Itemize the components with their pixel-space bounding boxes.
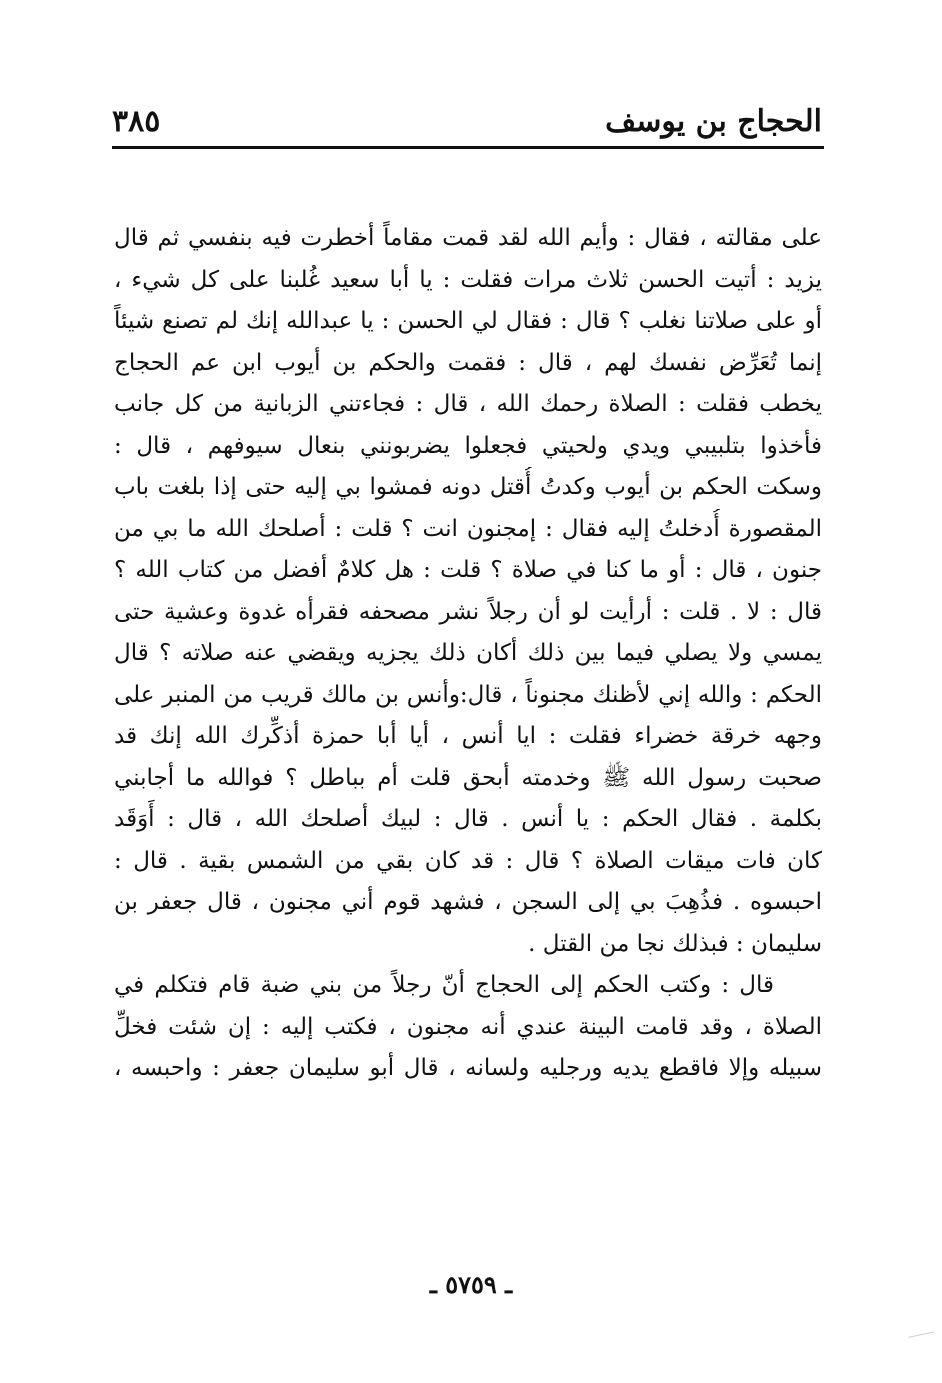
text-line: يمسي ولا يصلي فيما بين ذلك أكان ذلك يجزيه ويقضي عنه صلاته ؟ قال xyxy=(114,640,822,666)
header-rule xyxy=(112,146,824,149)
text-line: احبسوه . فذُهِبَ بي إلى السجن ، فشهد قوم أني مجنون ، قال جعفر بن xyxy=(114,889,822,915)
page-number: ٣٨٥ xyxy=(112,104,161,139)
text-line: قال : وكتب الحكم إلى الحجاج أنّ رجلاً من بني ضبة قام فتكلم في xyxy=(114,972,774,998)
scan-artifact xyxy=(908,1332,937,1356)
text-line: وسكت الحكم بن أيوب وكدتُ أُقتل دونه فمشوا بي إليه حتى إذا بلغت باب xyxy=(114,474,822,500)
text-line: بكلمة . فقال الحكم : يا أنس . قال : لبيك أصلحك الله ، قال : أَوَقَد xyxy=(114,806,822,832)
running-title: الحجاج بن يوسف xyxy=(605,104,822,139)
text-line: إنما تُعَرِّض نفسك لهم ، قال : فقمت والحكم بن أيوب ابن عم الحجاج xyxy=(114,349,822,376)
text-line: على مقالته ، فقال : وأيم الله لقد قمت مقاماً أخطرت فيه بنفسي ثم قال xyxy=(114,225,822,251)
text-line: الصلاة ، وقد قامت البينة عندي أنه مجنون ، فكتب إليه : إن شئت فخلِّ xyxy=(114,1013,822,1040)
body-text xyxy=(114,218,822,1090)
text-line: قال : لا . قلت : أرأيت لو أن رجلاً نشر مصحفه فقرأه غدوة وعشية حتى xyxy=(114,598,822,625)
text-line: يخطب فقلت : الصلاة رحمك الله ، قال : فجاءتني الزبانية من كل جانب xyxy=(114,391,822,417)
text-line: سبيله وإلا فاقطع يديه ورجليه ولسانه ، قال أبو سليمان جعفر : واحبسه ، xyxy=(114,1055,822,1081)
text-line: جنون ، قال : أو ما كنا في صلاة ؟ قلت : هل كلامٌ أفضل من كتاب الله ؟ xyxy=(114,557,822,583)
running-header xyxy=(112,98,822,142)
text-line: فأخذوا بتلبيبي ويدي ولحيتي فجعلوا يضربونني بنعال سيوفهم ، قال : xyxy=(114,432,822,459)
text-line: الحكم : والله إني لأظنك مجنوناً ، قال:وأنس بن مالك قريب من المنبر على xyxy=(114,681,822,708)
text-line: المقصورة أُدخلتُ إليه فقال : إمجنون انت ؟ قلت : أصلحك الله ما بي من xyxy=(114,515,822,542)
text-line: وجهه خرقة خضراء فقلت : ايا أنس ، أيا أبا حمزة أذكِّرك الله إنك قد xyxy=(114,723,822,749)
text-line: سليمان : فبذلك نجا من القتل . xyxy=(528,930,822,957)
text-line: صحبت رسول الله ﷺ وخدمته أبحق قلت أم بباطل ؟ فوالله ما أجابني xyxy=(114,764,822,791)
text-line: كان فات ميقات الصلاة ؟ قال : قد كان بقي من الشمس بقية . قال : xyxy=(114,847,822,874)
footer-page-number: ـ ٥٧٥٩ ـ xyxy=(429,1270,513,1299)
text-line: يزيد : أتيت الحسن ثلاث مرات فقلت : يا أبا سعيد غُلبنا على كل شيء ، xyxy=(114,266,822,293)
text-line: أو على صلاتنا نغلب ؟ قال : فقال لي الحسن : يا عبدالله إنك لم تصنع شيئاً xyxy=(114,308,822,334)
